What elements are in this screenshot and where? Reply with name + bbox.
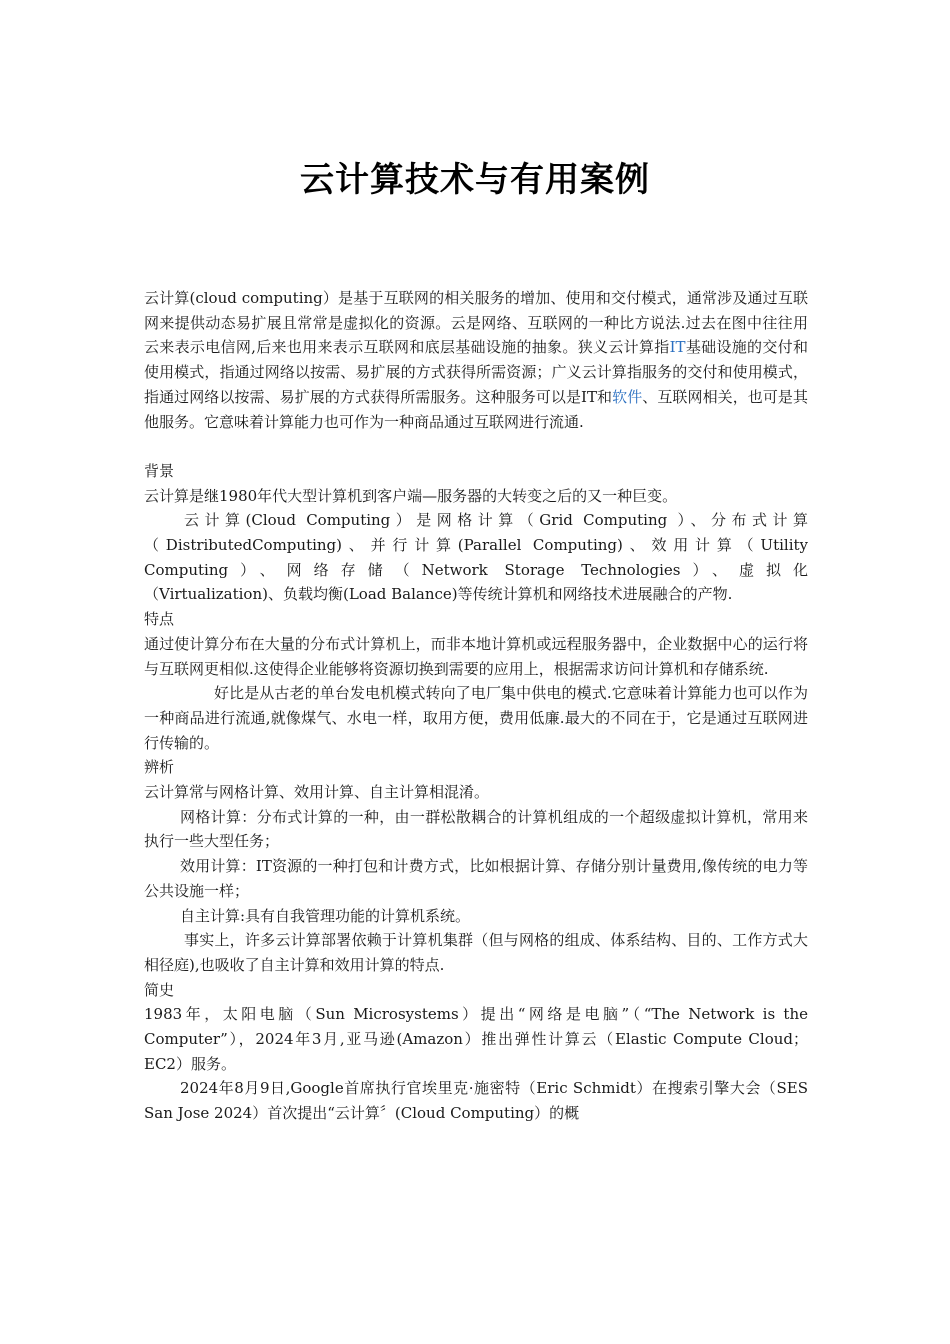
background-paragraph-2c: （Virtualization)、负载均衡(Load Balance)等传统计算机和网络技术进展融合的产物. bbox=[144, 585, 733, 604]
intro-paragraph bbox=[144, 286, 808, 434]
software-link[interactable]: 软件 bbox=[612, 387, 643, 406]
background-paragraph-2b: Computing）、网络存储（Network Storage Technologies）、虚拟化 bbox=[144, 560, 808, 579]
history-paragraph-2: 2024年8月9日,Google首席执行官埃里克·施密特（Eric Schmidt）在搜索引擎大会（SES San Jose 2024）首次提出“云计算〞(Cloud Computing）的概 bbox=[144, 1079, 808, 1123]
history-heading: 简史 bbox=[144, 980, 175, 999]
document-title: 云计算技术与有用案例 bbox=[300, 160, 650, 200]
intro-text-3: 、互联网相关，也可是其他服务。它意味着计算能力也可作为一种商品通过互联网进行流通. bbox=[144, 387, 808, 431]
analysis-paragraph-5: 事实上，许多云计算部署依赖于计算机集群（但与网格的组成、体系结构、目的、工作方式大相径庭),也吸收了自主计算和效用计算的特点. bbox=[144, 931, 808, 974]
it-link[interactable]: IT bbox=[669, 338, 686, 357]
analysis-paragraph-4: 自主计算:具有自我管理功能的计算机系统。 bbox=[180, 906, 471, 925]
history-paragraph-1: 1983年，太阳电脑（Sun Microsystems）提出“网络是电脑”（“The Network is the Computer”），2024年3月,亚马逊(Amazon）推出弹性计算云（Elastic Compute Cloud；EC2）服务。 bbox=[144, 1005, 808, 1073]
features-paragraph-1: 通过使计算分布在大量的分布式计算机上，而非本地计算机或远程服务器中，企业数据中心的运行将与互联网更相似.这使得企业能够将资源切换到需要的应用上，根据需求访问计算机和存储系统. bbox=[144, 634, 808, 678]
analysis-heading: 辨析 bbox=[144, 758, 175, 777]
analysis-paragraph-1: 云计算常与网格计算、效用计算、自主计算相混淆。 bbox=[144, 783, 490, 802]
analysis-paragraph-3: 效用计算：IT资源的一种打包和计费方式，比如根据计算、存储分别计量费用,像传统的电力等公共设施一样； bbox=[144, 857, 808, 900]
intro-text-1: 云计算(cloud computing）是基于互联网的相关服务的增加、使用和交付模式，通常涉及通过互联网来提供动态易扩展且常常是虚拟化的资源。云是网络、互联网的一种比方说法.过去在图中往往用云来表示电信网,后来也用来表示互联网和底层基础设施的抽象。狭义云计算指 bbox=[144, 289, 808, 357]
background-paragraph-1: 云计算是继1980年代大型计算机到客户端—服务器的大转变之后的又一种巨变。 bbox=[144, 486, 678, 505]
document-body bbox=[144, 286, 808, 1126]
paragraph-gap bbox=[144, 434, 808, 459]
analysis-paragraph-2: 网格计算：分布式计算的一种，由一群松散耦合的计算机组成的一个超级虚拟计算机，常用来执行一些大型任务； bbox=[144, 807, 808, 851]
intro-text-2: 基础设施的交付和使用模式，指通过网络以按需、易扩展的方式获得所需资源；广义云计算指服务的交付和使用模式，指通过网络以按需、易扩展的方式获得所需服务。这种服务可以是IT和 bbox=[144, 338, 808, 406]
background-paragraph-2a: 云计算(Cloud Computing）是网格计算（Grid Computing ）、分布式计算（DistributedComputing)、并行计算(Parallel Computing)、效用计算（Utility bbox=[144, 511, 808, 555]
background-heading: 背景 bbox=[144, 461, 175, 480]
features-paragraph-2: 好比是从古老的单台发电机模式转向了电厂集中供电的模式.它意味着计算能力也可以作为一种商品进行流通,就像煤气、水电一样，取用方便，费用低廉.最大的不同在于，它是通过互联网进行传输的。 bbox=[144, 684, 808, 752]
features-heading: 特点 bbox=[144, 610, 175, 629]
